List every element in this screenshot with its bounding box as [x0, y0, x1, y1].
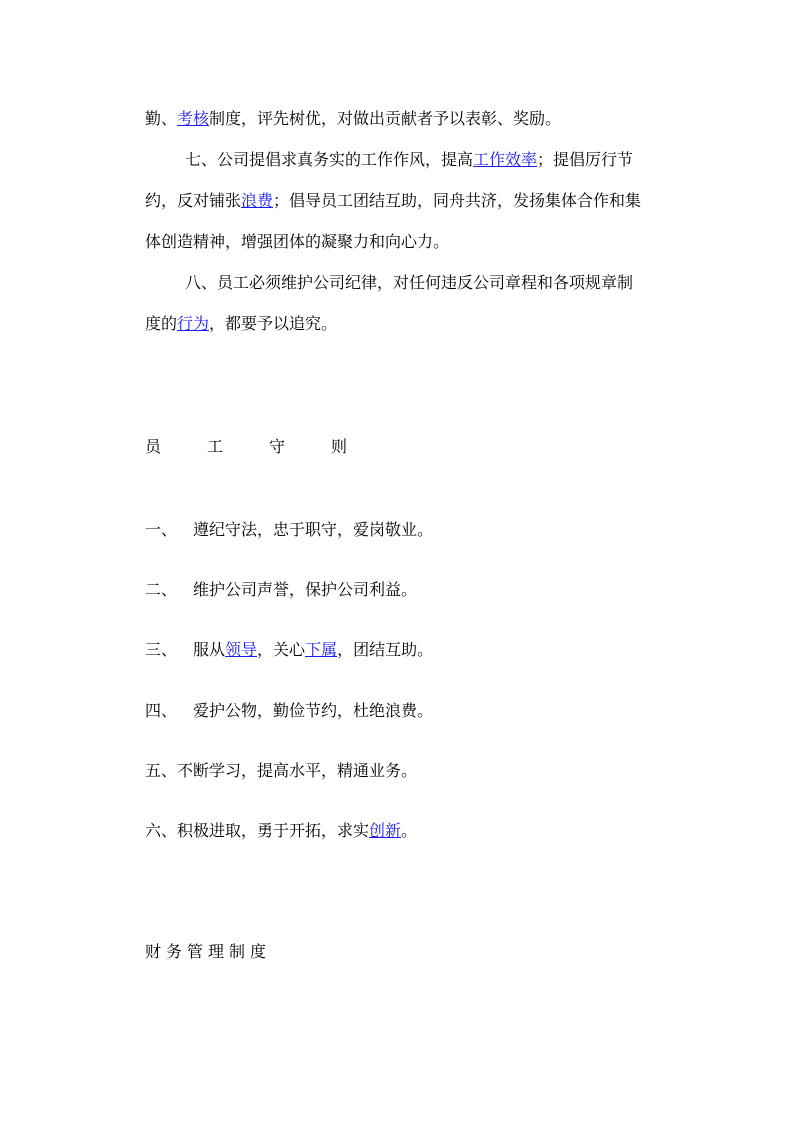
rule-text: 。 — [401, 821, 418, 840]
rule-number: 三、 — [145, 640, 178, 659]
rule-number: 四、 — [145, 701, 178, 720]
paragraph-assessment — [145, 98, 645, 139]
rule-text: ，团结互助。 — [337, 640, 434, 659]
link-waste[interactable]: 浪费 — [241, 191, 274, 210]
text-segment: 七、公司提倡求真务实的工作作风，提高 — [185, 150, 474, 169]
rule-text: ，关心 — [257, 640, 306, 659]
heading-char: 理 — [208, 942, 225, 961]
link-innovation[interactable]: 创新 — [369, 821, 402, 840]
rule-text: 遵纪守法，忠于职守，爱岗敬业。 — [193, 520, 434, 539]
text-segment: ；提倡厉行节约，反对铺张 — [145, 150, 634, 210]
rule-text: 六、积极进取，勇于开拓，求实 — [145, 821, 370, 840]
link-subordinate[interactable]: 下属 — [305, 640, 338, 659]
link-work-efficiency[interactable]: 工作效率 — [473, 150, 538, 169]
rule-text: 爱护公物，勤俭节约，杜绝浪费。 — [193, 701, 434, 720]
text-segment: 勤、 — [145, 109, 178, 128]
heading-char: 制 — [229, 942, 246, 961]
text-segment: 制度，评先树优，对做出贡献者予以表彰、奖励。 — [209, 109, 562, 128]
heading-char: 则 — [331, 437, 348, 456]
rule-item-2 — [145, 580, 417, 600]
heading-char: 工 — [207, 437, 224, 456]
text-segment: ；倡导员工团结互助，同舟共济，发扬集体合作和集体创造精神，增强团体的凝聚力和向心力。 — [145, 191, 642, 251]
heading-employee-rules — [145, 437, 393, 457]
rule-item-6 — [145, 821, 417, 841]
text-segment: ，都要予以追究。 — [209, 314, 338, 333]
heading-char: 务 — [166, 942, 183, 961]
rule-text: 维护公司声誉，保护公司利益。 — [193, 580, 418, 599]
text-segment: 八、员工必须维护公司纪律，对任何违反公司章程和各项规章制度的 — [145, 273, 634, 333]
rule-number: 二、 — [145, 580, 178, 599]
heading-char: 管 — [187, 942, 204, 961]
rule-item-1 — [145, 520, 433, 540]
heading-char: 财 — [145, 942, 162, 961]
heading-char: 度 — [250, 942, 267, 961]
paragraph-eight — [145, 262, 645, 344]
rule-item-4 — [145, 701, 433, 721]
heading-finance-rules — [145, 942, 271, 962]
link-leader[interactable]: 领导 — [225, 640, 258, 659]
rule-text: 五、不断学习，提高水平，精通业务。 — [145, 761, 418, 780]
rule-item-5 — [145, 761, 417, 781]
link-behavior[interactable]: 行为 — [177, 314, 210, 333]
rule-item-3 — [145, 640, 433, 660]
rule-number: 一、 — [145, 520, 178, 539]
heading-char: 守 — [269, 437, 286, 456]
link-kaohe[interactable]: 考核 — [177, 109, 210, 128]
rule-text: 服从 — [193, 640, 226, 659]
heading-char: 员 — [145, 437, 162, 456]
paragraph-seven — [145, 139, 645, 262]
